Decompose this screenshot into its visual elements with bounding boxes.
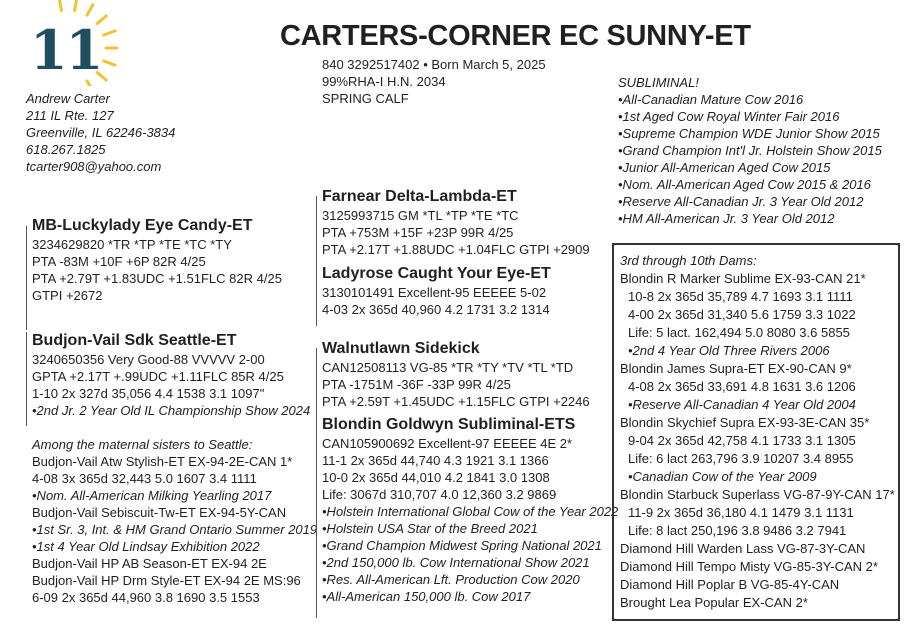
sire-bracket xyxy=(26,226,27,330)
sister-line: 6-09 2x 365d 44,960 3.8 1690 3.5 1553 xyxy=(32,590,260,605)
consignor-block xyxy=(26,90,175,175)
blondin-award: •All-American 150,000 lb. Cow 2017 xyxy=(322,589,531,604)
dam-line: 4-00 2x 365d 31,340 5.6 1759 3.3 1022 xyxy=(628,307,856,322)
farnear-pta-1: PTA +753M +15F +23P 99R 4/25 xyxy=(322,225,514,240)
sister-line: 4-08 3x 365d 32,443 5.0 1607 3.4 1111 xyxy=(32,471,257,486)
sister-line: Budjon-Vail HP AB Season-ET EX-94 2E xyxy=(32,556,267,571)
dam-line: Blondin Starbuck Superlass VG-87-9Y-CAN 17* xyxy=(620,487,895,502)
sister-line: Budjon-Vail Atw Stylish-ET EX-94-2E-CAN 1* xyxy=(32,454,293,469)
walnutlawn-bracket xyxy=(316,348,317,618)
dam-line: Blondin Skychief Supra EX-93-3E-CAN 35* xyxy=(620,415,870,430)
blondin-name: Blondin Goldwyn Subliminal-ETS xyxy=(322,416,576,433)
ladyrose-block xyxy=(322,264,551,318)
dam-line: Life: 6 lact 263,796 3.9 10207 3.4 8955 xyxy=(628,451,854,466)
dam-line: Life: 8 lact 250,196 3.8 9486 3.2 7941 xyxy=(628,523,847,538)
sire-id: 3234629820 *TR *TP *TE *TC *TY xyxy=(32,237,232,252)
sister-line: Budjon-Vail HP Drm Style-ET EX-94 2E MS:96 xyxy=(32,573,301,588)
sire-block xyxy=(32,216,282,304)
page-title: CARTERS-CORNER EC SUNNY-ET xyxy=(280,20,751,52)
dam-award: •2nd 4 Year Old Three Rivers 2006 xyxy=(628,343,830,358)
sun-ray xyxy=(104,31,115,35)
maternal-sisters-heading: Among the maternal sisters to Seattle: xyxy=(32,437,253,452)
dams-box xyxy=(612,243,900,621)
subject-class-line: SPRING CALF xyxy=(322,91,409,106)
sister-award: •1st Sr. 3, Int. & HM Grand Ontario Summer 2019 xyxy=(32,522,318,537)
sire-pta-1: PTA -83M +10F +6P 82R 4/25 xyxy=(32,254,206,269)
sire-gtpi: GTPI +2672 xyxy=(32,288,103,303)
farnear-id: 3125993715 GM *TL *TP *TE *TC xyxy=(322,208,519,223)
dam-bracket xyxy=(26,332,27,426)
sun-ray xyxy=(59,0,61,11)
sister-award: •Nom. All-American Milking Yearling 2017 xyxy=(32,488,272,503)
walnutlawn-name: Walnutlawn Sidekick xyxy=(322,340,480,357)
ladyrose-name: Ladyrose Caught Your Eye-ET xyxy=(322,265,551,282)
blondin-award: •Holstein USA Star of the Breed 2021 xyxy=(322,521,538,536)
ladyrose-record: 4-03 2x 365d 40,960 4.2 1731 3.2 1314 xyxy=(322,302,550,317)
dam-line: Blondin R Marker Sublime EX-93-CAN 21* xyxy=(620,271,866,286)
blondin-block xyxy=(322,415,618,605)
subliminal-award: •Junior All-American Aged Cow 2015 xyxy=(618,160,831,175)
walnutlawn-pta-2: PTA +2.59T +1.45UDC +1.15FLC GTPI +2246 xyxy=(322,394,590,409)
subject-id-line: 840 3292517402 • Born March 5, 2025 xyxy=(322,57,546,72)
blondin-award: •Holstein International Global Cow of the Year 2022 xyxy=(322,504,619,519)
subject-info xyxy=(322,56,546,107)
subliminal-award: •Supreme Champion WDE Junior Show 2015 xyxy=(618,126,880,141)
dam-line: 9-04 2x 365d 42,758 4.1 1733 3.1 1305 xyxy=(628,433,856,448)
dam-line: Diamond Hill Poplar B VG-85-4Y-CAN xyxy=(620,577,840,592)
blondin-record-2: 10-0 2x 365d 44,010 4.2 1841 3.0 1308 xyxy=(322,470,550,485)
maternal-sisters xyxy=(32,436,317,606)
dams-box-heading: 3rd through 10th Dams: xyxy=(620,253,757,268)
blondin-record-1: 11-1 2x 365d 44,740 4.3 1921 3.1 1366 xyxy=(322,453,549,468)
dam-id: 3240650356 Very Good-88 VVVVV 2-00 xyxy=(32,352,265,367)
ladyrose-id: 3130101491 Excellent-95 EEEEE 5-02 xyxy=(322,285,547,300)
sister-award: •1st 4 Year Old Lindsay Exhibition 2022 xyxy=(32,539,260,554)
subliminal-award: •1st Aged Cow Royal Winter Fair 2016 xyxy=(618,109,840,124)
sister-line: Budjon-Vail Sebiscuit-Tw-ET EX-94-5Y-CAN xyxy=(32,505,287,520)
walnutlawn-block xyxy=(322,339,590,410)
consignor-phone: 618.267.1825 xyxy=(26,142,106,157)
farnear-block xyxy=(322,187,590,258)
subliminal-block xyxy=(618,74,882,227)
blondin-award: •Res. All-American Lft. Production Cow 2020 xyxy=(322,572,580,587)
dam-record: 1-10 2x 327d 35,056 4.4 1538 3.1 1097" xyxy=(32,386,265,401)
subliminal-award: •All-Canadian Mature Cow 2016 xyxy=(618,92,804,107)
dam-line: 10-8 2x 365d 35,789 4.7 1693 3.1 1111 xyxy=(628,289,853,304)
farnear-name: Farnear Delta-Lambda-ET xyxy=(322,188,517,205)
sire-pta-2: PTA +2.79T +1.83UDC +1.51FLC 82R 4/25 xyxy=(32,271,282,286)
dam-award: •2nd Jr. 2 Year Old IL Championship Show 2024 xyxy=(32,403,311,418)
subliminal-heading: SUBLIMINAL! xyxy=(618,75,699,90)
blondin-lifetime: Life: 3067d 310,707 4.0 12,360 3.2 9869 xyxy=(322,487,557,502)
farnear-bracket xyxy=(316,196,317,326)
dam-line: Life: 5 lact. 162,494 5.0 8080 3.6 5855 xyxy=(628,325,850,340)
consignor-street: 211 IL Rte. 127 xyxy=(26,108,114,123)
consignor-city: Greenville, IL 62246-3834 xyxy=(26,125,176,140)
dam-line: Diamond Hill Tempo Misty VG-85-3Y-CAN 2* xyxy=(620,559,878,574)
subliminal-award: •Grand Champion Int'l Jr. Holstein Show 2015 xyxy=(618,143,882,158)
lot-number: 11 xyxy=(30,18,102,82)
blondin-award: •Grand Champion Midwest Spring National 2021 xyxy=(322,538,602,553)
blondin-award: •2nd 150,000 lb. Cow International Show 2021 xyxy=(322,555,590,570)
consignor-name: Andrew Carter xyxy=(26,91,110,106)
consignor-email[interactable]: tcarter908@yahoo.com xyxy=(26,159,162,174)
lot-badge xyxy=(8,0,118,86)
subliminal-award: •HM All-American Jr. 3 Year Old 2012 xyxy=(618,211,835,226)
sun-ray xyxy=(87,5,93,15)
dam-line: Diamond Hill Warden Lass VG-87-3Y-CAN xyxy=(620,541,866,556)
sire-name: MB-Luckylady Eye Candy-ET xyxy=(32,217,253,234)
sun-ray xyxy=(104,61,115,65)
dam-block xyxy=(32,331,310,419)
dam-award: •Canadian Cow of the Year 2009 xyxy=(628,469,817,484)
farnear-pta-2: PTA +2.17T +1.88UDC +1.04FLC GTPI +2909 xyxy=(322,242,590,257)
subliminal-award: •Reserve All-Canadian Jr. 3 Year Old 2012 xyxy=(618,194,864,209)
sun-ray xyxy=(75,0,77,11)
walnutlawn-pta-1: PTA -1751M -36F -33P 99R 4/25 xyxy=(322,377,511,392)
blondin-id: CAN105900692 Excellent-97 EEEEE 4E 2* xyxy=(322,436,573,451)
dam-award: •Reserve All-Canadian 4 Year Old 2004 xyxy=(628,397,856,412)
subject-rha-line: 99%RHA-I H.N. 2034 xyxy=(322,74,446,89)
dam-gpta: GPTA +2.17T +.99UDC +1.11FLC 85R 4/25 xyxy=(32,369,284,384)
dam-line: 4-08 2x 365d 33,691 4.8 1631 3.6 1206 xyxy=(628,379,856,394)
walnutlawn-id: CAN12508113 VG-85 *TR *TY *TV *TL *TD xyxy=(322,360,574,375)
dam-line: Brought Lea Popular EX-CAN 2* xyxy=(620,595,808,610)
dam-line: 11-9 2x 365d 36,180 4.1 1479 3.1 1131 xyxy=(628,505,854,520)
subliminal-award: •Nom. All-American Aged Cow 2015 & 2016 xyxy=(618,177,871,192)
dam-line: Blondin James Supra-ET EX-90-CAN 9* xyxy=(620,361,852,376)
dam-name: Budjon-Vail Sdk Seattle-ET xyxy=(32,332,237,349)
